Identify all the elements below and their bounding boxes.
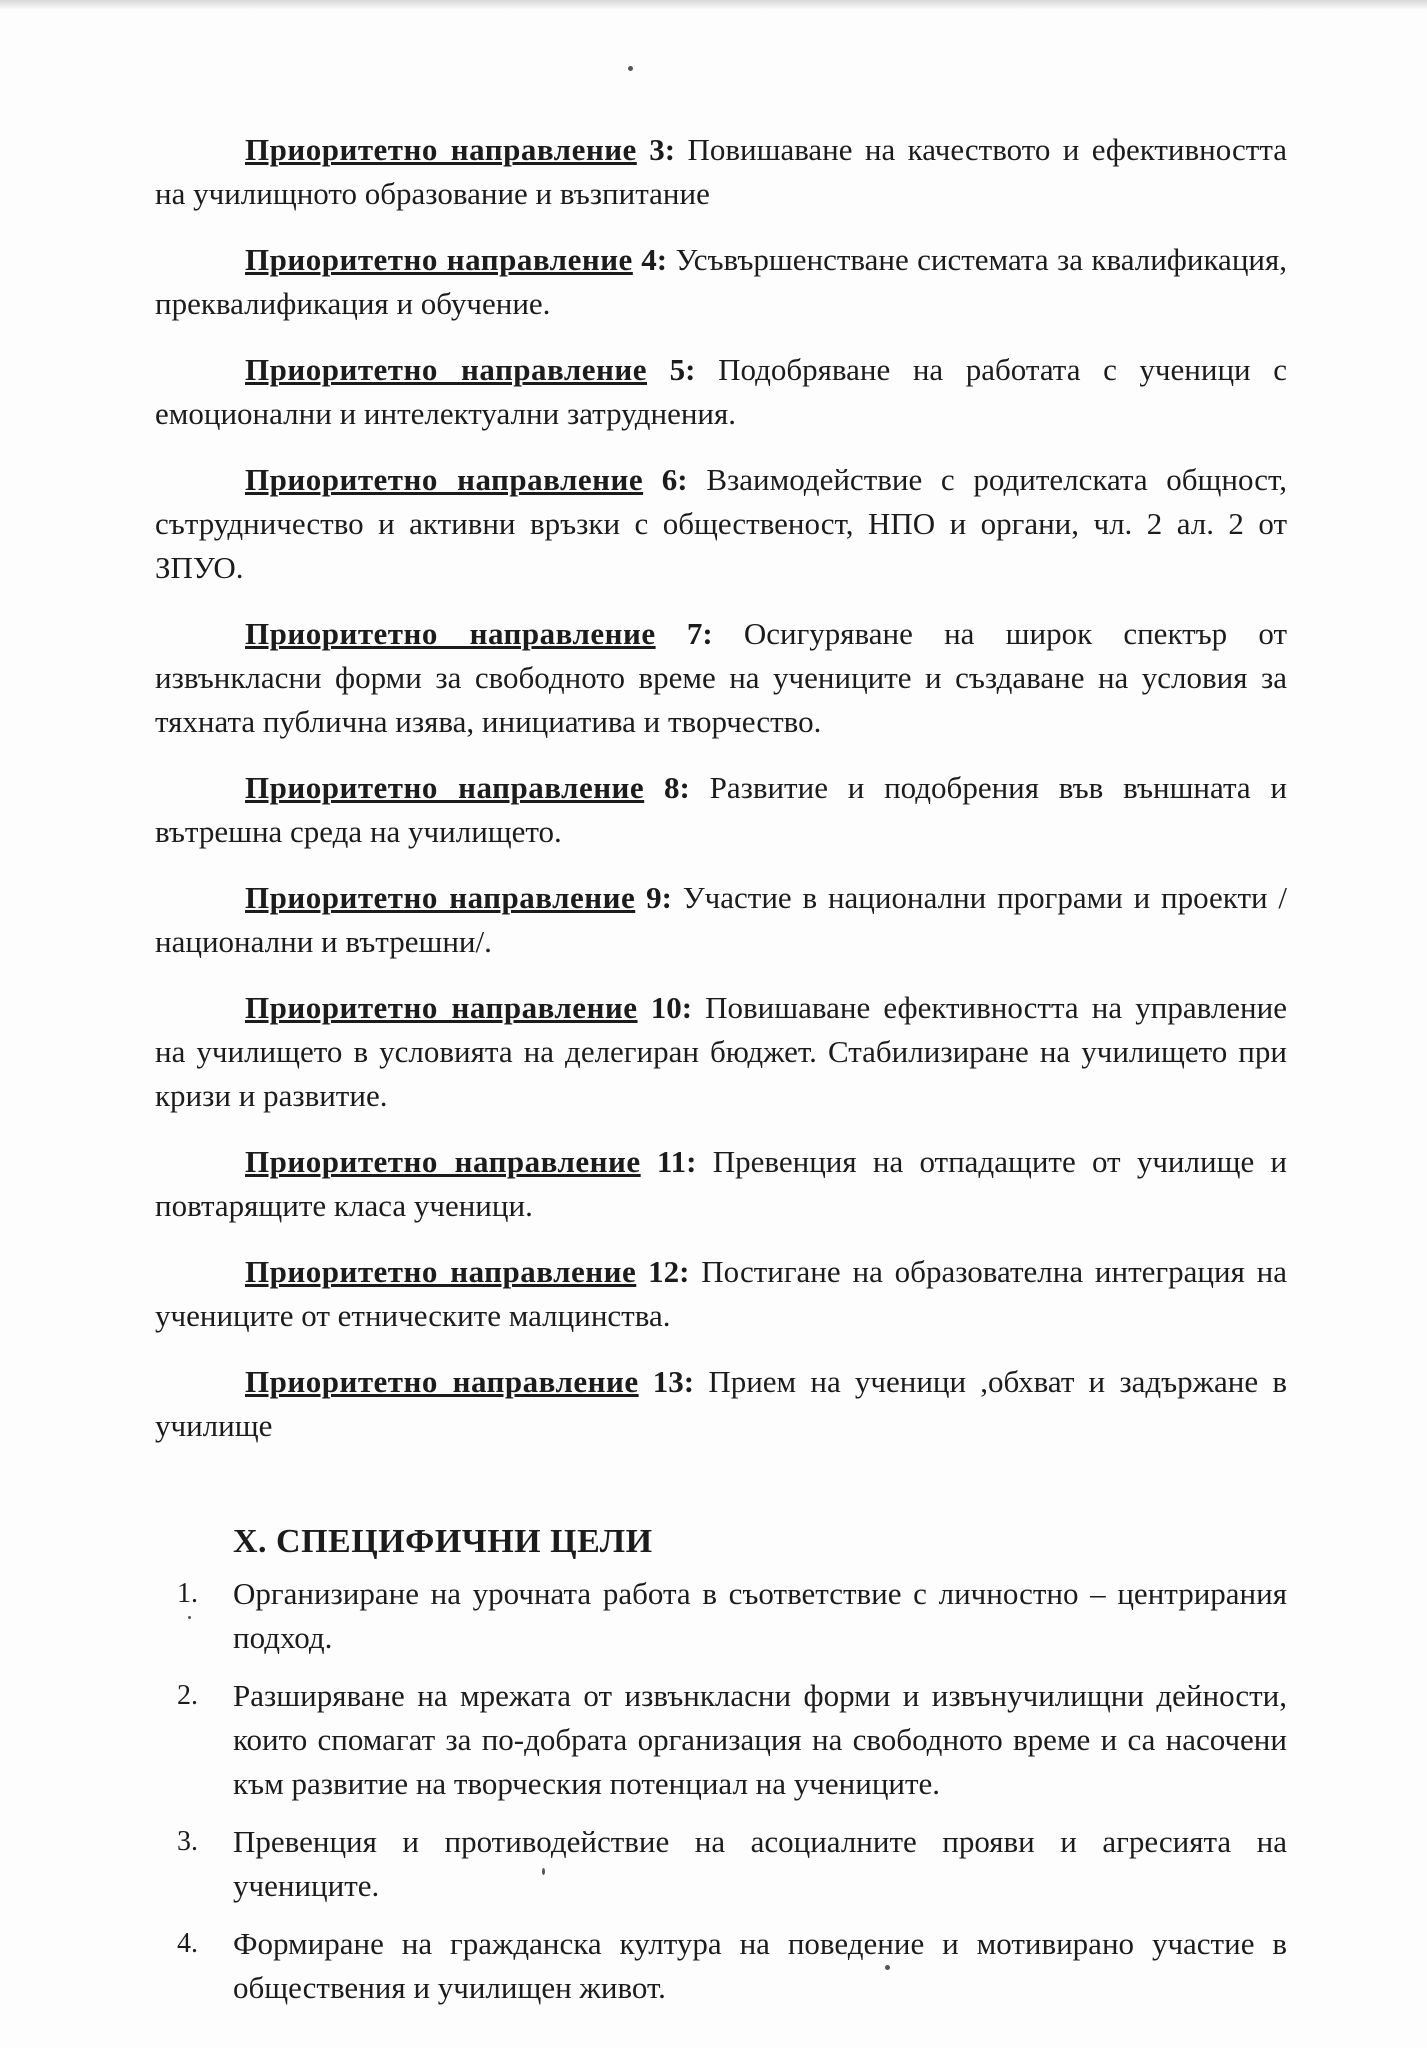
priority-number: 8: — [663, 770, 690, 805]
goal-item — [155, 1922, 1287, 2010]
priority-lead: Приоритетно направление — [245, 1144, 641, 1179]
priority-lead: Приоритетно направление — [245, 880, 636, 915]
goal-index: 4. — [177, 1928, 198, 1959]
scan-speck — [628, 66, 633, 71]
goal-text: Организиране на урочната работа в съответствие с личностно – центрирания подход. — [233, 1576, 1287, 1655]
priority-paragraph — [155, 1140, 1287, 1228]
scan-edge-shadow — [0, 0, 1427, 10]
priority-number: 3: — [649, 132, 676, 167]
priority-paragraph — [155, 766, 1287, 854]
priority-paragraph — [155, 348, 1287, 436]
priority-number: 5: — [669, 352, 696, 387]
priority-text: Подобряване на работата с ученици с емоционални и интелектуални затруднения. — [155, 352, 1288, 431]
priority-number: 13: — [652, 1364, 695, 1399]
priority-text: Развитие и подобрения във външната и вътрешна среда на училището. — [155, 770, 1288, 849]
priority-text: Повишаване ефективността на управление на училището в условията на делегиран бюджет. Стабилизиране на училището при кризи и развитие. — [155, 990, 1287, 1113]
goal-index: 1. — [177, 1578, 198, 1609]
goal-item — [155, 1674, 1287, 1806]
document-body — [155, 128, 1287, 2024]
priority-text: Прием на ученици ,обхват и задържане в училище — [155, 1364, 1287, 1443]
goal-item — [155, 1820, 1287, 1908]
specific-goals-list — [155, 1572, 1287, 2010]
priority-lead: Приоритетно направление — [245, 1254, 637, 1289]
priority-text: Взаимодействие с родителската общност, сътрудничество и активни връзки с общественост, НПО и органи, чл. 2 ал. 2 от ЗПУО. — [155, 462, 1288, 585]
goal-text: Превенция и противодействие на асоциалните прояви и агресията на учениците. — [233, 1824, 1287, 1903]
priority-paragraph — [155, 612, 1287, 744]
priority-number: 4: — [641, 242, 668, 277]
priority-number: 12: — [648, 1254, 690, 1289]
goal-index: 2. — [177, 1680, 198, 1711]
priority-lead: Приоритетно направление — [245, 462, 644, 497]
priority-lead: Приоритетно направление — [245, 616, 656, 651]
priority-lead: Приоритетно направление — [245, 352, 648, 387]
goal-text: Формиране на гражданска култура на поведение и мотивирано участие в обществения и училищен живот. — [233, 1926, 1287, 2005]
priority-text: Превенция на отпадащите от училище и повтарящите класа ученици. — [155, 1144, 1288, 1223]
priority-paragraph — [155, 238, 1287, 326]
priority-paragraph — [155, 1250, 1287, 1338]
priority-text: Постигане на образователна интеграция на учениците от етническите малцинства. — [155, 1254, 1288, 1333]
priority-lead: Приоритетно направление — [245, 990, 638, 1025]
priority-text: Осигуряване на широк спектър от извънкласни форми за свободното време на учениците и създаване на условия за тяхната публична изява, инициатива и творчество. — [155, 616, 1288, 739]
priority-lead: Приоритетно направление — [245, 132, 637, 167]
priority-paragraph — [155, 128, 1287, 216]
priority-paragraph — [155, 876, 1287, 964]
priority-lead: Приоритетно направление — [245, 770, 645, 805]
priority-paragraph — [155, 986, 1287, 1118]
priority-number: 11: — [656, 1144, 697, 1179]
goal-text: Разширяване на мрежата от извънкласни форми и извънучилищни дейности, които спомагат за по-добрата организация на свободното време и са насочени към развитие на творческия потенциал на учениците. — [233, 1678, 1287, 1801]
priority-number: 10: — [650, 990, 693, 1025]
priority-lead: Приоритетно направление — [245, 1364, 639, 1399]
priority-paragraph — [155, 458, 1287, 590]
priority-number: 6: — [661, 462, 688, 497]
priority-number: 7: — [686, 616, 713, 651]
priority-paragraph — [155, 1360, 1287, 1448]
priority-number: 9: — [646, 880, 672, 915]
goal-index: 3. — [177, 1826, 198, 1857]
section-title: X. СПЕЦИФИЧНИ ЦЕЛИ — [233, 1523, 653, 1560]
priority-text: Повишаване на качеството и ефективността на училищното образование и възпитание — [155, 132, 1288, 211]
priority-text: Участие в национални програми и проекти /национални и вътрешни/. — [155, 880, 1288, 959]
goal-item — [155, 1572, 1287, 1660]
priority-lead: Приоритетно направление — [245, 242, 633, 277]
priority-text: Усъвършенстване системата за квалификация, преквалификация и обучение. — [155, 242, 1288, 321]
